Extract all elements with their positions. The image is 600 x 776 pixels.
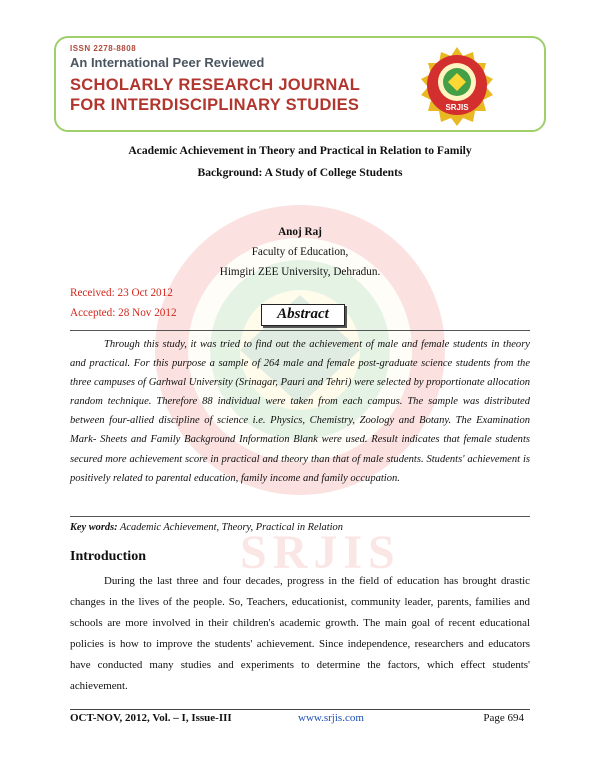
author-university: Himgiri ZEE University, Dehradun. bbox=[219, 266, 381, 278]
abstract-top-rule bbox=[70, 330, 530, 331]
logo-text: SRJIS bbox=[445, 103, 469, 112]
journal-title-line1: SCHOLARLY RESEARCH JOURNAL bbox=[70, 76, 361, 94]
footer-page-number: Page 694 bbox=[483, 712, 524, 724]
journal-title-line2: FOR INTERDISCIPLINARY STUDIES bbox=[70, 96, 360, 114]
peer-reviewed-label: An International Peer Reviewed bbox=[70, 55, 265, 70]
keywords bbox=[70, 522, 343, 533]
author-affiliation: Faculty of Education, bbox=[251, 246, 349, 258]
received-date: Received: 23 Oct 2012 bbox=[70, 287, 173, 299]
author-name: Anoj Raj bbox=[278, 226, 322, 238]
introduction-paragraph: During the last three and four decades, progress in the field of education has brought drastic changes in the lives of the people. So, Teachers, educationist, community leader, parents, families and schools are more involved in their children's academic growth. The main goal of recent educational policies is how to improve the students' achievement. Since independence, researchers and educators have conducted many studies and experiments to determine the factors, which effect students' achievement. bbox=[70, 575, 530, 692]
footer-issue: OCT-NOV, 2012, Vol. – I, Issue-III bbox=[70, 712, 232, 724]
journal-logo bbox=[416, 44, 498, 126]
paper-title-line2: Background: A Study of College Students bbox=[197, 166, 403, 179]
keywords-text: Academic Achievement, Theory, Practical in Relation bbox=[117, 522, 343, 533]
keywords-label: Key words: bbox=[70, 522, 118, 533]
abstract-text: Through this study, it was tried to find out the achievement of male and female students in theory and practical. For this purpose a sample of 264 male and female post-graduate science students from the three campuses of Garhwal University (Srinagar, Pauri and Tehri) were selected by proportionate allocation random technique. Therefore 88 individual were taken from each campus. The sample was distributed between four-allied discipline of science i.e. Physics, Chemistry, Zoology and Botany. The Examination Mark- Sheets and Family Background Information Blank were used. Result indicates that female students secured more achievement score in practical and theory than that of male students. Students' achievement is positively related to parental education, family income and family occupation. bbox=[70, 339, 530, 484]
journal-header-banner bbox=[54, 36, 546, 132]
accepted-date: Accepted: 28 Nov 2012 bbox=[70, 307, 177, 319]
paper-title-line1: Academic Achievement in Theory and Practical in Relation to Family bbox=[128, 144, 472, 157]
abstract-bottom-rule bbox=[70, 516, 530, 517]
abstract-heading: Abstract bbox=[261, 304, 345, 326]
footer-website-link[interactable]: www.srjis.com bbox=[298, 712, 364, 724]
watermark-text: SRJIS bbox=[240, 526, 401, 579]
footer-rule bbox=[70, 709, 530, 710]
issn-label: ISSN 2278-8808 bbox=[70, 44, 137, 53]
introduction-heading: Introduction bbox=[70, 549, 146, 564]
